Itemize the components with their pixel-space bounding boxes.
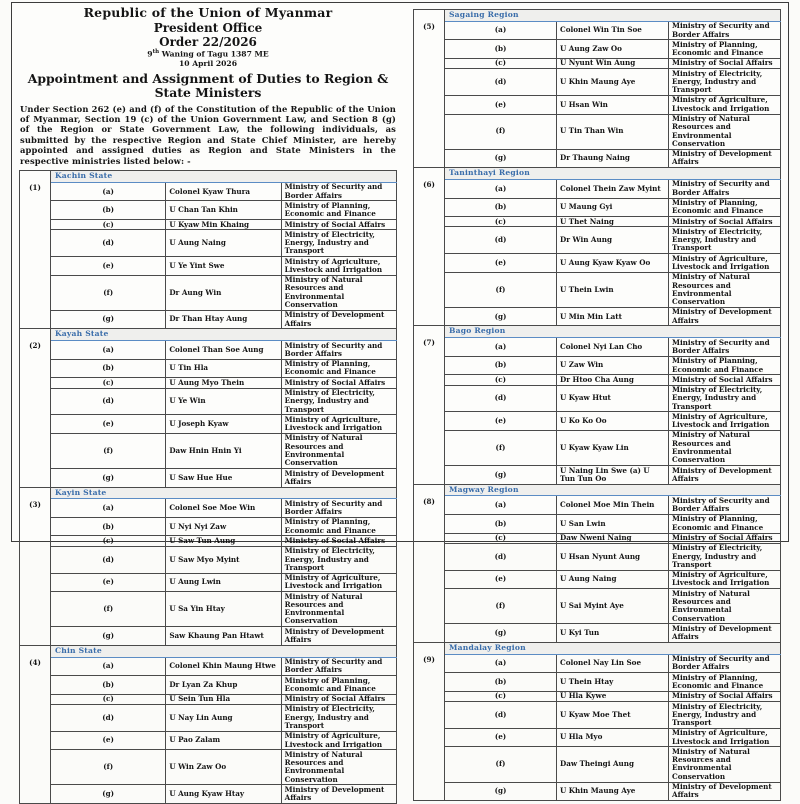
minister-name: U Saw Tun Aung	[166, 536, 281, 546]
minister-row	[414, 272, 781, 307]
minister-row	[414, 227, 781, 254]
minister-name: U Saw Hue Hue	[166, 469, 281, 488]
minister-name: U Thein Lwin	[557, 272, 669, 307]
minister-row	[414, 254, 781, 273]
minister-name: U Kyaw Htut	[557, 385, 669, 412]
section-number: (7)	[414, 326, 445, 484]
minister-row	[414, 179, 781, 198]
minister-row	[414, 69, 781, 96]
section-header-row	[414, 642, 781, 654]
minister-row	[414, 782, 781, 801]
ministry-name: Ministry of Electricity, Energy, Industry and Transport	[669, 543, 781, 570]
minister-name: U Aung Naing	[557, 570, 669, 589]
minister-row	[20, 694, 397, 704]
minister-row	[414, 691, 781, 701]
entry-letter: (a)	[51, 499, 166, 518]
minister-name: Dr Win Aung	[557, 227, 669, 254]
ministry-name: Ministry of Planning, Economic and Finance	[281, 201, 396, 220]
ministry-name: Ministry of Natural Resources and Environmental Conservation	[281, 433, 396, 468]
minister-name: Dr Than Htay Aung	[166, 310, 281, 329]
minister-row	[20, 433, 397, 468]
ministry-name: Ministry of Development Affairs	[669, 307, 781, 326]
minister-name: U Nay Lin Aung	[166, 704, 281, 731]
ministry-name: Ministry of Agriculture, Livestock and Irrigation	[669, 570, 781, 589]
minister-row	[20, 275, 397, 310]
ministry-name: Ministry of Social Affairs	[669, 375, 781, 385]
entry-letter: (a)	[51, 657, 166, 676]
ministry-name: Ministry of Planning, Economic and Finance	[669, 673, 781, 692]
entry-letter: (e)	[51, 573, 166, 592]
ministry-name: Ministry of Planning, Economic and Finance	[281, 676, 396, 695]
section-title: Sagaing Region	[445, 10, 781, 22]
entry-letter: (c)	[445, 217, 557, 227]
minister-name: U Win Zaw Oo	[166, 750, 281, 785]
entry-letter: (e)	[445, 254, 557, 273]
minister-row	[414, 375, 781, 385]
entry-letter: (f)	[445, 114, 557, 149]
ministry-name: Ministry of Security and Border Affairs	[669, 338, 781, 357]
minister-row	[414, 514, 781, 533]
section-header-row	[414, 10, 781, 22]
minister-row	[20, 785, 397, 804]
minister-row	[414, 466, 781, 485]
minister-name: U Min Min Latt	[557, 307, 669, 326]
minister-row	[20, 257, 397, 276]
ministry-name: Ministry of Electricity, Energy, Industry and Transport	[281, 230, 396, 257]
ministry-name: Ministry of Natural Resources and Environmental Conservation	[669, 589, 781, 624]
header-country: Republic of the Union of Myanmar	[83, 5, 333, 20]
ministry-name: Ministry of Social Affairs	[669, 533, 781, 543]
ministry-name: Ministry of Electricity, Energy, Industry and Transport	[281, 546, 396, 573]
minister-row	[20, 230, 397, 257]
right-column	[413, 6, 781, 800]
entry-letter: (e)	[445, 570, 557, 589]
minister-name: Colonel Soe Moe Win	[166, 499, 281, 518]
minister-row	[20, 388, 397, 415]
minister-name: U Ye Win	[166, 388, 281, 415]
ministry-name: Ministry of Agriculture, Livestock and Irrigation	[281, 731, 396, 750]
minister-name: Colonel Than Soe Aung	[166, 341, 281, 360]
ministry-name: Ministry of Planning, Economic and Finance	[669, 514, 781, 533]
ministry-name: Ministry of Security and Border Affairs	[669, 21, 781, 40]
minister-row	[414, 747, 781, 782]
ministry-name: Ministry of Security and Border Affairs	[669, 496, 781, 515]
entry-letter: (d)	[445, 227, 557, 254]
entry-letter: (b)	[51, 201, 166, 220]
minister-name: U Sai Myint Aye	[557, 589, 669, 624]
minister-name: U Aung Lwin	[166, 573, 281, 592]
entry-letter: (b)	[445, 40, 557, 59]
intro-paragraph: Under Section 262 (e) and (f) of the Constitution of the Republic of the Union of Myanmar, Section 19 (c) of the Union Government Law, and Section 8 (g) of the Region or State Government Law, the following individuals, as submitted by the respective Region and State Chief Minister, are hereby appointed and assigned duties as Region and State Ministers in the respective ministries listed below: -	[20, 103, 396, 166]
minister-name: U Zaw Win	[557, 356, 669, 375]
minister-row	[20, 359, 397, 378]
entry-letter: (b)	[51, 359, 166, 378]
entry-letter: (e)	[51, 731, 166, 750]
section-title: Kachin State	[51, 171, 397, 183]
entry-letter: (d)	[51, 546, 166, 573]
minister-row	[414, 589, 781, 624]
entry-letter: (d)	[445, 543, 557, 570]
section-header-row	[20, 171, 397, 183]
ministry-name: Ministry of Social Affairs	[669, 217, 781, 227]
minister-row	[414, 430, 781, 465]
ministry-name: Ministry of Natural Resources and Environmental Conservation	[281, 750, 396, 785]
ministry-name: Ministry of Electricity, Energy, Industry and Transport	[281, 388, 396, 415]
minister-name: Dr Thaung Naing	[557, 149, 669, 168]
left-column	[19, 5, 397, 803]
minister-name: U San Lwin	[557, 514, 669, 533]
ministry-name: Ministry of Planning, Economic and Finance	[281, 517, 396, 536]
ministry-name: Ministry of Agriculture, Livestock and Irrigation	[669, 728, 781, 747]
section-number: (8)	[414, 484, 445, 642]
ministry-name: Ministry of Electricity, Energy, Industry and Transport	[669, 702, 781, 729]
entry-letter: (e)	[445, 728, 557, 747]
minister-row	[414, 21, 781, 40]
ministry-name: Ministry of Development Affairs	[281, 785, 396, 804]
minister-name: U Joseph Kyaw	[166, 415, 281, 434]
entry-letter: (f)	[445, 272, 557, 307]
entry-letter: (d)	[445, 69, 557, 96]
minister-row	[20, 517, 397, 536]
entry-letter: (b)	[445, 673, 557, 692]
entry-letter: (f)	[51, 750, 166, 785]
ministry-name: Ministry of Natural Resources and Environmental Conservation	[669, 272, 781, 307]
entry-letter: (d)	[445, 702, 557, 729]
ministry-name: Ministry of Electricity, Energy, Industry and Transport	[669, 69, 781, 96]
minister-name: U Khin Maung Aye	[557, 69, 669, 96]
document-title: Appointment and Assignment of Duties to Region & State Ministers	[27, 71, 389, 101]
minister-row	[20, 182, 397, 201]
entry-letter: (b)	[445, 198, 557, 217]
entry-letter: (g)	[445, 782, 557, 801]
ministers-table-left	[19, 170, 397, 804]
ministry-name: Ministry of Planning, Economic and Finance	[669, 198, 781, 217]
entry-letter: (a)	[445, 654, 557, 673]
ministry-name: Ministry of Social Affairs	[281, 694, 396, 704]
minister-row	[414, 673, 781, 692]
entry-letter: (d)	[445, 385, 557, 412]
ministry-name: Ministry of Security and Border Affairs	[281, 182, 396, 201]
minister-name: Saw Khaung Pan Htawt	[166, 627, 281, 646]
date-myanmar	[19, 49, 397, 59]
minister-row	[414, 198, 781, 217]
minister-row	[414, 58, 781, 68]
minister-name: Daw Hnin Hnin Yi	[166, 433, 281, 468]
section-title: Kayin State	[51, 487, 397, 499]
minister-row	[414, 149, 781, 168]
entry-letter: (c)	[445, 58, 557, 68]
ministry-name: Ministry of Agriculture, Livestock and Irrigation	[281, 573, 396, 592]
minister-row	[414, 570, 781, 589]
minister-name: U Kyaw Moe Thet	[557, 702, 669, 729]
minister-row	[20, 573, 397, 592]
entry-letter: (d)	[51, 230, 166, 257]
ministers-table-right	[413, 9, 781, 801]
ministry-name: Ministry of Security and Border Affairs	[669, 654, 781, 673]
entry-letter: (g)	[445, 149, 557, 168]
entry-letter: (f)	[51, 275, 166, 310]
entry-letter: (b)	[51, 517, 166, 536]
ministry-name: Ministry of Agriculture, Livestock and Irrigation	[281, 415, 396, 434]
minister-name: Colonel Kyaw Thura	[166, 182, 281, 201]
minister-name: U Thet Naing	[557, 217, 669, 227]
minister-name: Colonel Thein Zaw Myint	[557, 179, 669, 198]
minister-row	[414, 307, 781, 326]
entry-letter: (c)	[51, 694, 166, 704]
minister-name: U Aung Myo Thein	[166, 378, 281, 388]
minister-row	[414, 533, 781, 543]
minister-row	[20, 220, 397, 230]
minister-name: Dr Htoo Cha Aung	[557, 375, 669, 385]
entry-letter: (b)	[51, 676, 166, 695]
minister-name: U Aung Zaw Oo	[557, 40, 669, 59]
entry-letter: (c)	[51, 378, 166, 388]
entry-letter: (d)	[51, 388, 166, 415]
section-header-row	[20, 329, 397, 341]
minister-name: U Maung Gyi	[557, 198, 669, 217]
minister-row	[20, 704, 397, 731]
minister-name: U Nyi Nyi Zaw	[166, 517, 281, 536]
ministry-name: Ministry of Natural Resources and Environmental Conservation	[281, 275, 396, 310]
ministry-name: Ministry of Development Affairs	[281, 310, 396, 329]
section-number: (6)	[414, 168, 445, 326]
section-number: (5)	[414, 10, 445, 168]
minister-row	[414, 543, 781, 570]
minister-name: Colonel Nay Lin Soe	[557, 654, 669, 673]
ministry-name: Ministry of Security and Border Affairs	[281, 499, 396, 518]
ministry-name: Ministry of Development Affairs	[281, 469, 396, 488]
entry-letter: (c)	[445, 533, 557, 543]
minister-row	[414, 356, 781, 375]
section-title: Kayah State	[51, 329, 397, 341]
minister-row	[20, 750, 397, 785]
entry-letter: (e)	[445, 95, 557, 114]
minister-name: U Chan Tan Khin	[166, 201, 281, 220]
ministry-name: Ministry of Electricity, Energy, Industry and Transport	[669, 227, 781, 254]
ministry-name: Ministry of Development Affairs	[669, 782, 781, 801]
minister-name: U Hla Kywe	[557, 691, 669, 701]
minister-name: U Thein Htay	[557, 673, 669, 692]
minister-row	[20, 310, 397, 329]
section-number: (4)	[20, 645, 51, 803]
minister-name: U Hla Myo	[557, 728, 669, 747]
minister-row	[414, 95, 781, 114]
entry-letter: (f)	[445, 747, 557, 782]
entry-letter: (g)	[51, 469, 166, 488]
section-header-row	[414, 484, 781, 496]
minister-row	[414, 654, 781, 673]
minister-name: U Aung Kyaw Kyaw Oo	[557, 254, 669, 273]
entry-letter: (g)	[51, 785, 166, 804]
minister-row	[20, 731, 397, 750]
entry-letter: (a)	[51, 182, 166, 201]
minister-row	[20, 676, 397, 695]
minister-name: U Tin Than Win	[557, 114, 669, 149]
minister-row	[20, 201, 397, 220]
entry-letter: (e)	[51, 257, 166, 276]
minister-row	[20, 536, 397, 546]
ministry-name: Ministry of Security and Border Affairs	[281, 341, 396, 360]
ministry-name: Ministry of Planning, Economic and Finance	[281, 359, 396, 378]
minister-name: Dr Lyan Za Khup	[166, 676, 281, 695]
entry-letter: (f)	[445, 430, 557, 465]
header-order-number: Order 22/2026	[159, 34, 257, 49]
section-header-row	[20, 645, 397, 657]
minister-row	[414, 40, 781, 59]
minister-name: U Hsan Win	[557, 95, 669, 114]
minister-row	[414, 217, 781, 227]
minister-row	[414, 624, 781, 643]
minister-name: U Sein Tun Hla	[166, 694, 281, 704]
ministry-name: Ministry of Development Affairs	[669, 624, 781, 643]
entry-letter: (c)	[445, 691, 557, 701]
minister-name: U Saw Myo Myint	[166, 546, 281, 573]
ministry-name: Ministry of Social Affairs	[669, 58, 781, 68]
entry-letter: (c)	[445, 375, 557, 385]
minister-row	[20, 469, 397, 488]
minister-name: U Ko Ko Oo	[557, 412, 669, 431]
ministry-name: Ministry of Electricity, Energy, Industry and Transport	[669, 385, 781, 412]
entry-letter: (g)	[445, 307, 557, 326]
section-title: Taninthayi Region	[445, 168, 781, 180]
minister-name: U Kyaw Kyaw Lin	[557, 430, 669, 465]
ministry-name: Ministry of Planning, Economic and Finance	[669, 356, 781, 375]
minister-row	[414, 728, 781, 747]
ministry-name: Ministry of Agriculture, Livestock and Irrigation	[281, 257, 396, 276]
ministry-name: Ministry of Natural Resources and Environmental Conservation	[669, 114, 781, 149]
section-title: Magway Region	[445, 484, 781, 496]
minister-row	[20, 378, 397, 388]
minister-row	[414, 412, 781, 431]
minister-name: Daw Theingi Aung	[557, 747, 669, 782]
entry-letter: (f)	[51, 592, 166, 627]
ministry-name: Ministry of Development Affairs	[669, 149, 781, 168]
document-header	[19, 6, 397, 166]
entry-letter: (a)	[445, 21, 557, 40]
minister-name: U Aung Naing	[166, 230, 281, 257]
section-title: Chin State	[51, 645, 397, 657]
entry-letter: (f)	[445, 589, 557, 624]
entry-letter: (a)	[445, 496, 557, 515]
minister-row	[20, 592, 397, 627]
entry-letter: (e)	[445, 412, 557, 431]
minister-row	[414, 114, 781, 149]
entry-letter: (d)	[51, 704, 166, 731]
date-english: 10 April 2026	[179, 58, 237, 68]
entry-letter: (c)	[51, 536, 166, 546]
ministry-name: Ministry of Development Affairs	[669, 466, 781, 485]
document-page	[11, 2, 789, 803]
ministry-name: Ministry of Agriculture, Livestock and Irrigation	[669, 254, 781, 273]
minister-row	[414, 338, 781, 357]
minister-row	[20, 546, 397, 573]
minister-name: Colonel Win Tin Soe	[557, 21, 669, 40]
minister-name: U Aung Kyaw Htay	[166, 785, 281, 804]
header-office: President Office	[153, 20, 263, 35]
minister-name: Colonel Khin Maung Htwe	[166, 657, 281, 676]
minister-name: U Kyi Tun	[557, 624, 669, 643]
ministry-name: Ministry of Planning, Economic and Finance	[669, 40, 781, 59]
date-day-suffix: th	[152, 49, 160, 56]
ministry-name: Ministry of Social Affairs	[281, 536, 396, 546]
ministry-name: Ministry of Agriculture, Livestock and Irrigation	[669, 412, 781, 431]
minister-row	[414, 385, 781, 412]
entry-letter: (f)	[51, 433, 166, 468]
minister-name: U Tin Hla	[166, 359, 281, 378]
minister-name: U Ye Yint Swe	[166, 257, 281, 276]
entry-letter: (g)	[51, 310, 166, 329]
ministry-name: Ministry of Social Affairs	[281, 220, 396, 230]
entry-letter: (a)	[445, 179, 557, 198]
minister-name: U Hsan Nyunt Aung	[557, 543, 669, 570]
minister-name: U Pao Zalam	[166, 731, 281, 750]
minister-row	[20, 657, 397, 676]
minister-row	[20, 415, 397, 434]
ministry-name: Ministry of Social Affairs	[669, 691, 781, 701]
ministry-name: Ministry of Natural Resources and Environmental Conservation	[669, 747, 781, 782]
minister-name: Colonel Nyi Lan Cho	[557, 338, 669, 357]
ministry-name: Ministry of Natural Resources and Environmental Conservation	[669, 430, 781, 465]
ministry-name: Ministry of Social Affairs	[281, 378, 396, 388]
entry-letter: (a)	[51, 341, 166, 360]
section-header-row	[414, 168, 781, 180]
section-number: (3)	[20, 487, 51, 645]
entry-letter: (g)	[51, 627, 166, 646]
minister-name: Colonel Moe Min Thein	[557, 496, 669, 515]
minister-row	[20, 341, 397, 360]
minister-name: Daw Nweni Naing	[557, 533, 669, 543]
minister-name: U Kyaw Min Khaing	[166, 220, 281, 230]
minister-row	[414, 496, 781, 515]
section-header-row	[414, 326, 781, 338]
ministry-name: Ministry of Development Affairs	[281, 627, 396, 646]
entry-letter: (b)	[445, 514, 557, 533]
section-header-row	[20, 487, 397, 499]
entry-letter: (c)	[51, 220, 166, 230]
entry-letter: (b)	[445, 356, 557, 375]
section-number: (2)	[20, 329, 51, 487]
minister-name: U Sa Yin Htay	[166, 592, 281, 627]
minister-name: Dr Aung Win	[166, 275, 281, 310]
entry-letter: (a)	[445, 338, 557, 357]
section-title: Mandalay Region	[445, 642, 781, 654]
date-day: 9	[147, 49, 153, 59]
entry-letter: (g)	[445, 624, 557, 643]
minister-name: U Khin Maung Aye	[557, 782, 669, 801]
ministry-name: Ministry of Security and Border Affairs	[669, 179, 781, 198]
minister-name: U Nyunt Win Aung	[557, 58, 669, 68]
minister-row	[20, 499, 397, 518]
ministry-name: Ministry of Electricity, Energy, Industry and Transport	[281, 704, 396, 731]
ministry-name: Ministry of Agriculture, Livestock and Irrigation	[669, 95, 781, 114]
minister-name: U Naing Lin Swe (a) U Tun Tun Oo	[557, 466, 669, 485]
minister-row	[414, 702, 781, 729]
date-rest: Waning of Tagu 1387 ME	[159, 49, 269, 59]
section-number: (9)	[414, 642, 445, 800]
ministry-name: Ministry of Security and Border Affairs	[281, 657, 396, 676]
entry-letter: (g)	[445, 466, 557, 485]
section-number: (1)	[20, 171, 51, 329]
section-title: Bago Region	[445, 326, 781, 338]
entry-letter: (e)	[51, 415, 166, 434]
ministry-name: Ministry of Natural Resources and Environmental Conservation	[281, 592, 396, 627]
minister-row	[20, 627, 397, 646]
